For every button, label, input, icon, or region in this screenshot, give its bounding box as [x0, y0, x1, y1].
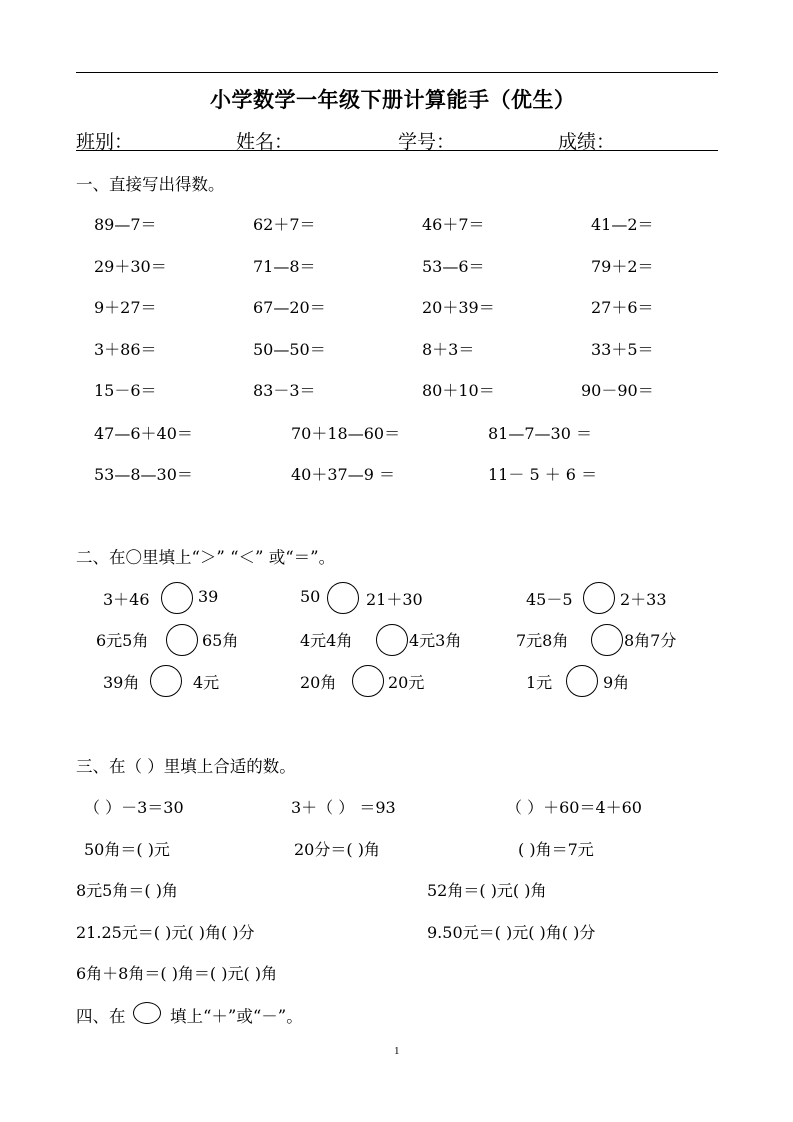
answer-circle[interactable]	[566, 665, 598, 697]
exercise: 41—2＝	[591, 215, 654, 234]
exercise: 27＋6＝	[591, 298, 654, 317]
exercise: 29＋30＝	[94, 257, 167, 276]
fill-blank[interactable]: 6角＋8角＝( )角＝( )元( )角	[76, 964, 278, 983]
compare-right: 65角	[202, 631, 239, 650]
fill-blank[interactable]: 52角＝( )元( )角	[427, 881, 547, 900]
compare-right: 20元	[388, 673, 425, 692]
exercise: 53—6＝	[422, 257, 485, 276]
compare-right: 2＋33	[620, 590, 667, 609]
exercise: 62＋7＝	[253, 215, 316, 234]
answer-circle[interactable]	[161, 582, 193, 614]
exercise: 71—8＝	[253, 257, 316, 276]
exercise: 83－3＝	[253, 381, 316, 400]
compare-right: 4元	[193, 673, 220, 692]
exercise: 15－6＝	[94, 381, 157, 400]
compare-left: 7元8角	[516, 631, 569, 650]
compare-left: 45－5	[526, 590, 573, 609]
answer-circle[interactable]	[166, 624, 198, 656]
fill-blank[interactable]: 50角＝( )元	[84, 840, 170, 859]
compare-left: 4元4角	[300, 631, 353, 650]
exercise: 81—7—30 ＝	[488, 424, 592, 443]
top-rule	[76, 72, 718, 73]
exercise: 47—6＋40＝	[94, 424, 193, 443]
exercise: 67—20＝	[253, 298, 326, 317]
answer-circle[interactable]	[591, 624, 623, 656]
answer-circle[interactable]	[327, 582, 359, 614]
fill-blank[interactable]: 3＋（ ） ＝93	[291, 798, 396, 817]
compare-left: 50	[300, 587, 321, 606]
compare-right: 4元3角	[409, 631, 462, 650]
exercise: 70＋18—60＝	[291, 424, 401, 443]
compare-left: 1元	[526, 673, 553, 692]
class-label: 班别：	[76, 131, 134, 153]
operator-circle-icon	[133, 1002, 161, 1024]
header-rule	[76, 150, 718, 151]
section1-heading: 一、直接写出得数。	[76, 175, 225, 194]
fill-blank[interactable]: 9.50元＝( )元( )角( )分	[427, 923, 596, 942]
compare-right: 8角7分	[624, 631, 677, 650]
exercise: 50—50＝	[253, 340, 326, 359]
name-label: 姓名：	[236, 131, 294, 153]
student-id-label: 学号：	[398, 131, 456, 153]
fill-blank[interactable]: （ ）＋60＝4＋60	[506, 798, 642, 817]
exercise: 79＋2＝	[591, 257, 654, 276]
section4-heading-pre: 四、在	[76, 1007, 126, 1026]
exercise: 53—8—30＝	[94, 465, 193, 484]
answer-circle[interactable]	[583, 582, 615, 614]
exercise: 90－90＝	[581, 381, 654, 400]
exercise: 80＋10＝	[422, 381, 495, 400]
exercise: 46＋7＝	[422, 215, 485, 234]
compare-right: 9角	[603, 673, 630, 692]
compare-left: 6元5角	[96, 631, 149, 650]
section4-heading-post: 填上“＋”或“－”。	[170, 1007, 303, 1026]
compare-left: 39角	[103, 673, 140, 692]
fill-blank[interactable]: （ ）－3＝30	[84, 798, 184, 817]
exercise: 89—7＝	[94, 215, 157, 234]
fill-blank[interactable]: 8元5角＝( )角	[76, 881, 178, 900]
exercise: 9＋27＝	[94, 298, 157, 317]
exercise: 33＋5＝	[591, 340, 654, 359]
answer-circle[interactable]	[150, 665, 182, 697]
exercise: 20＋39＝	[422, 298, 495, 317]
score-label: 成绩：	[558, 131, 616, 153]
exercise: 11－ 5 ＋ 6 ＝	[488, 465, 598, 484]
page-title: 小学数学一年级下册计算能手（优生）	[210, 87, 576, 112]
section2-heading: 二、在〇里填上“＞” “＜” 或“＝”。	[76, 548, 336, 567]
compare-left: 20角	[300, 673, 337, 692]
fill-blank[interactable]: 21.25元＝( )元( )角( )分	[76, 923, 255, 942]
compare-left: 3＋46	[103, 590, 150, 609]
fill-blank[interactable]: 20分＝( )角	[294, 840, 380, 859]
exercise: 8＋3＝	[422, 340, 475, 359]
compare-right: 39	[198, 587, 219, 606]
fill-blank[interactable]: ( )角＝7元	[518, 840, 594, 859]
exercise: 3＋86＝	[94, 340, 157, 359]
page-number: 1	[394, 1045, 400, 1057]
section3-heading: 三、在（ ）里填上合适的数。	[76, 757, 296, 776]
exercise: 40＋37—9 ＝	[291, 465, 395, 484]
compare-right: 21＋30	[366, 590, 423, 609]
answer-circle[interactable]	[376, 624, 408, 656]
answer-circle[interactable]	[352, 665, 384, 697]
